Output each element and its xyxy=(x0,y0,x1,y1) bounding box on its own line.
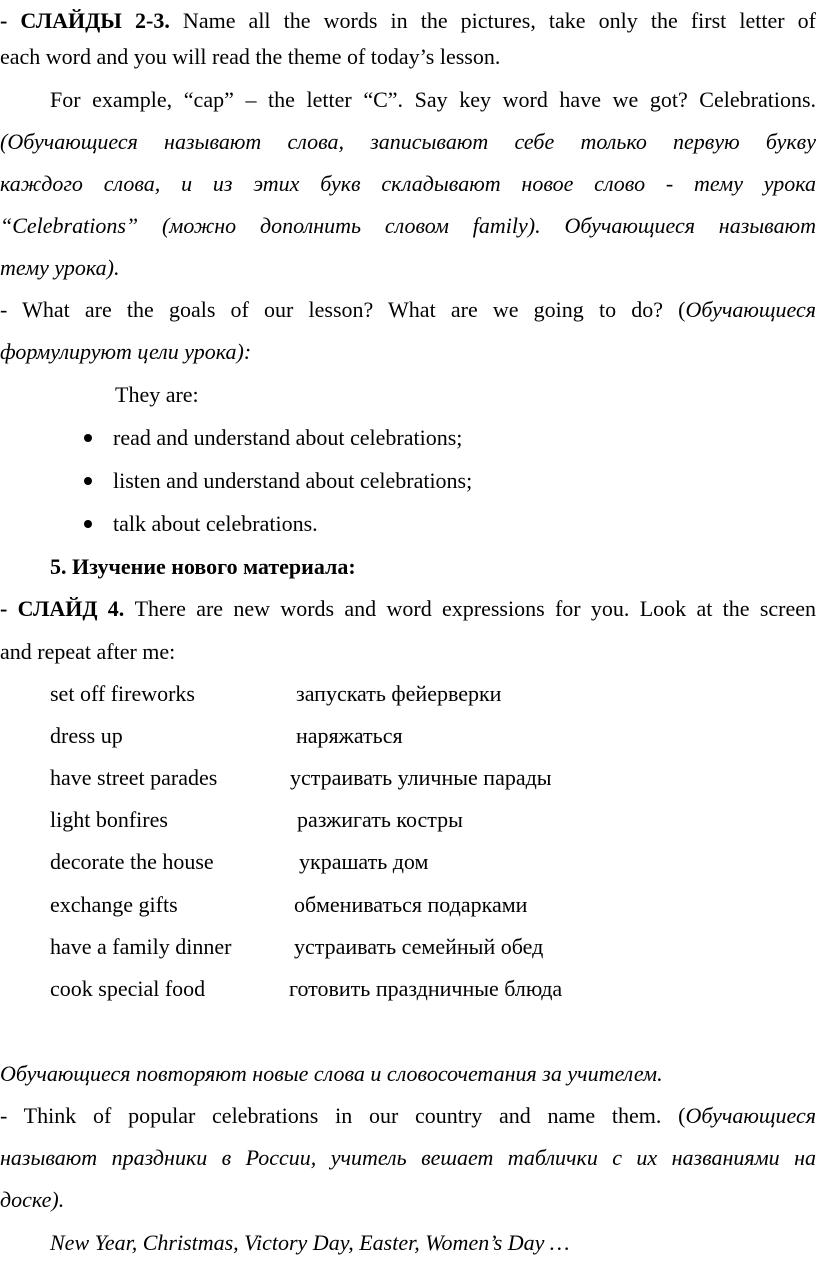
vocab-russian: обмениваться подарками xyxy=(294,892,528,917)
goals-intro: They are: xyxy=(115,382,199,407)
slide4-line2: and repeat after me: xyxy=(0,639,176,664)
goals-question-line1 xyxy=(0,289,816,331)
vocab-english: decorate the house xyxy=(50,849,214,874)
vocab-english: have street parades xyxy=(50,765,218,790)
note-line1: (Обучающиеся называют слова, записывают себе только первую букву xyxy=(0,129,816,154)
vocab-row xyxy=(0,884,816,926)
vocab-russian: разжигать костры xyxy=(297,807,463,832)
bullet-icon xyxy=(84,477,92,485)
note-line2: каждого слова, и из этих букв складывают новое слово - тему урока xyxy=(0,171,816,196)
vocab-english: set off fireworks xyxy=(50,681,195,706)
vocab-english: light bonfires xyxy=(50,807,168,832)
goal-item xyxy=(0,503,816,545)
goals-question-line2: формулируют цели урока): xyxy=(0,339,252,364)
vocab-row xyxy=(0,715,816,757)
think-line3: доске). xyxy=(0,1187,65,1212)
slide4-line1 xyxy=(0,588,816,630)
goal-item-text: listen and understand about celebrations; xyxy=(113,468,473,493)
goals-question-text: - What are the goals of our lesson? What are we going to do? ( xyxy=(0,297,686,322)
vocab-russian: запускать фейерверки xyxy=(296,681,502,706)
vocab-row xyxy=(0,968,816,1010)
vocab-row xyxy=(0,841,816,883)
vocab-russian: устраивать уличные парады xyxy=(290,765,552,790)
slide4-line1-text: There are new words and word expressions for you. Look at the screen xyxy=(124,596,816,621)
goal-item-text: talk about celebrations. xyxy=(113,511,318,536)
vocab-russian: устраивать семейный обед xyxy=(294,934,544,959)
section-heading: 5. Изучение нового материала: xyxy=(50,554,356,579)
think-question-text: - Think of popular celebrations in our country and name them. ( xyxy=(0,1103,686,1128)
example-line: For example, “cap” – the letter “C”. Say key word have we got? Celebrations. xyxy=(50,87,816,112)
vocab-row xyxy=(0,757,816,799)
note-line4: тему урока). xyxy=(0,255,120,280)
vocab-row xyxy=(0,799,816,841)
vocab-english: cook special food xyxy=(50,976,206,1001)
vocab-russian: наряжаться xyxy=(296,723,403,748)
vocab-english: dress up xyxy=(50,723,123,748)
think-line2: называют праздники в России, учитель вешает таблички с их названиями на xyxy=(0,1145,816,1170)
slide23-line2: each word and you will read the theme of today’s lesson. xyxy=(0,44,501,69)
slide23-line1-text: Name all the words in the pictures, take only the first letter of xyxy=(169,8,816,33)
slide4-label: - СЛАЙД 4. xyxy=(0,596,125,621)
think-question-italic: Обучающиеся xyxy=(685,1103,816,1128)
note-line3: “Celebrations” (можно дополнить словом family). Обучающиеся называют xyxy=(0,213,816,238)
bullet-icon xyxy=(84,434,92,442)
vocab-russian: готовить праздничные блюда xyxy=(289,976,563,1001)
vocab-english: have a family dinner xyxy=(50,934,232,959)
repeat-note: Обучающиеся повторяют новые слова и словосочетания за учителем. xyxy=(0,1061,663,1086)
slide23-label: - СЛАЙДЫ 2-3. xyxy=(0,8,170,33)
goal-item-text: read and understand about celebrations; xyxy=(113,425,463,450)
think-line1 xyxy=(0,1095,816,1137)
goal-item xyxy=(0,460,816,502)
goal-item xyxy=(0,417,816,459)
bullet-icon xyxy=(84,520,92,528)
vocab-russian: украшать дом xyxy=(299,849,429,874)
vocab-row xyxy=(0,673,816,715)
holidays-list: New Year, Christmas, Victory Day, Easter, Women’s Day … xyxy=(50,1230,570,1255)
vocab-english: exchange gifts xyxy=(50,892,178,917)
vocab-row xyxy=(0,926,816,968)
goals-question-italic: Обучающиеся xyxy=(685,297,816,322)
